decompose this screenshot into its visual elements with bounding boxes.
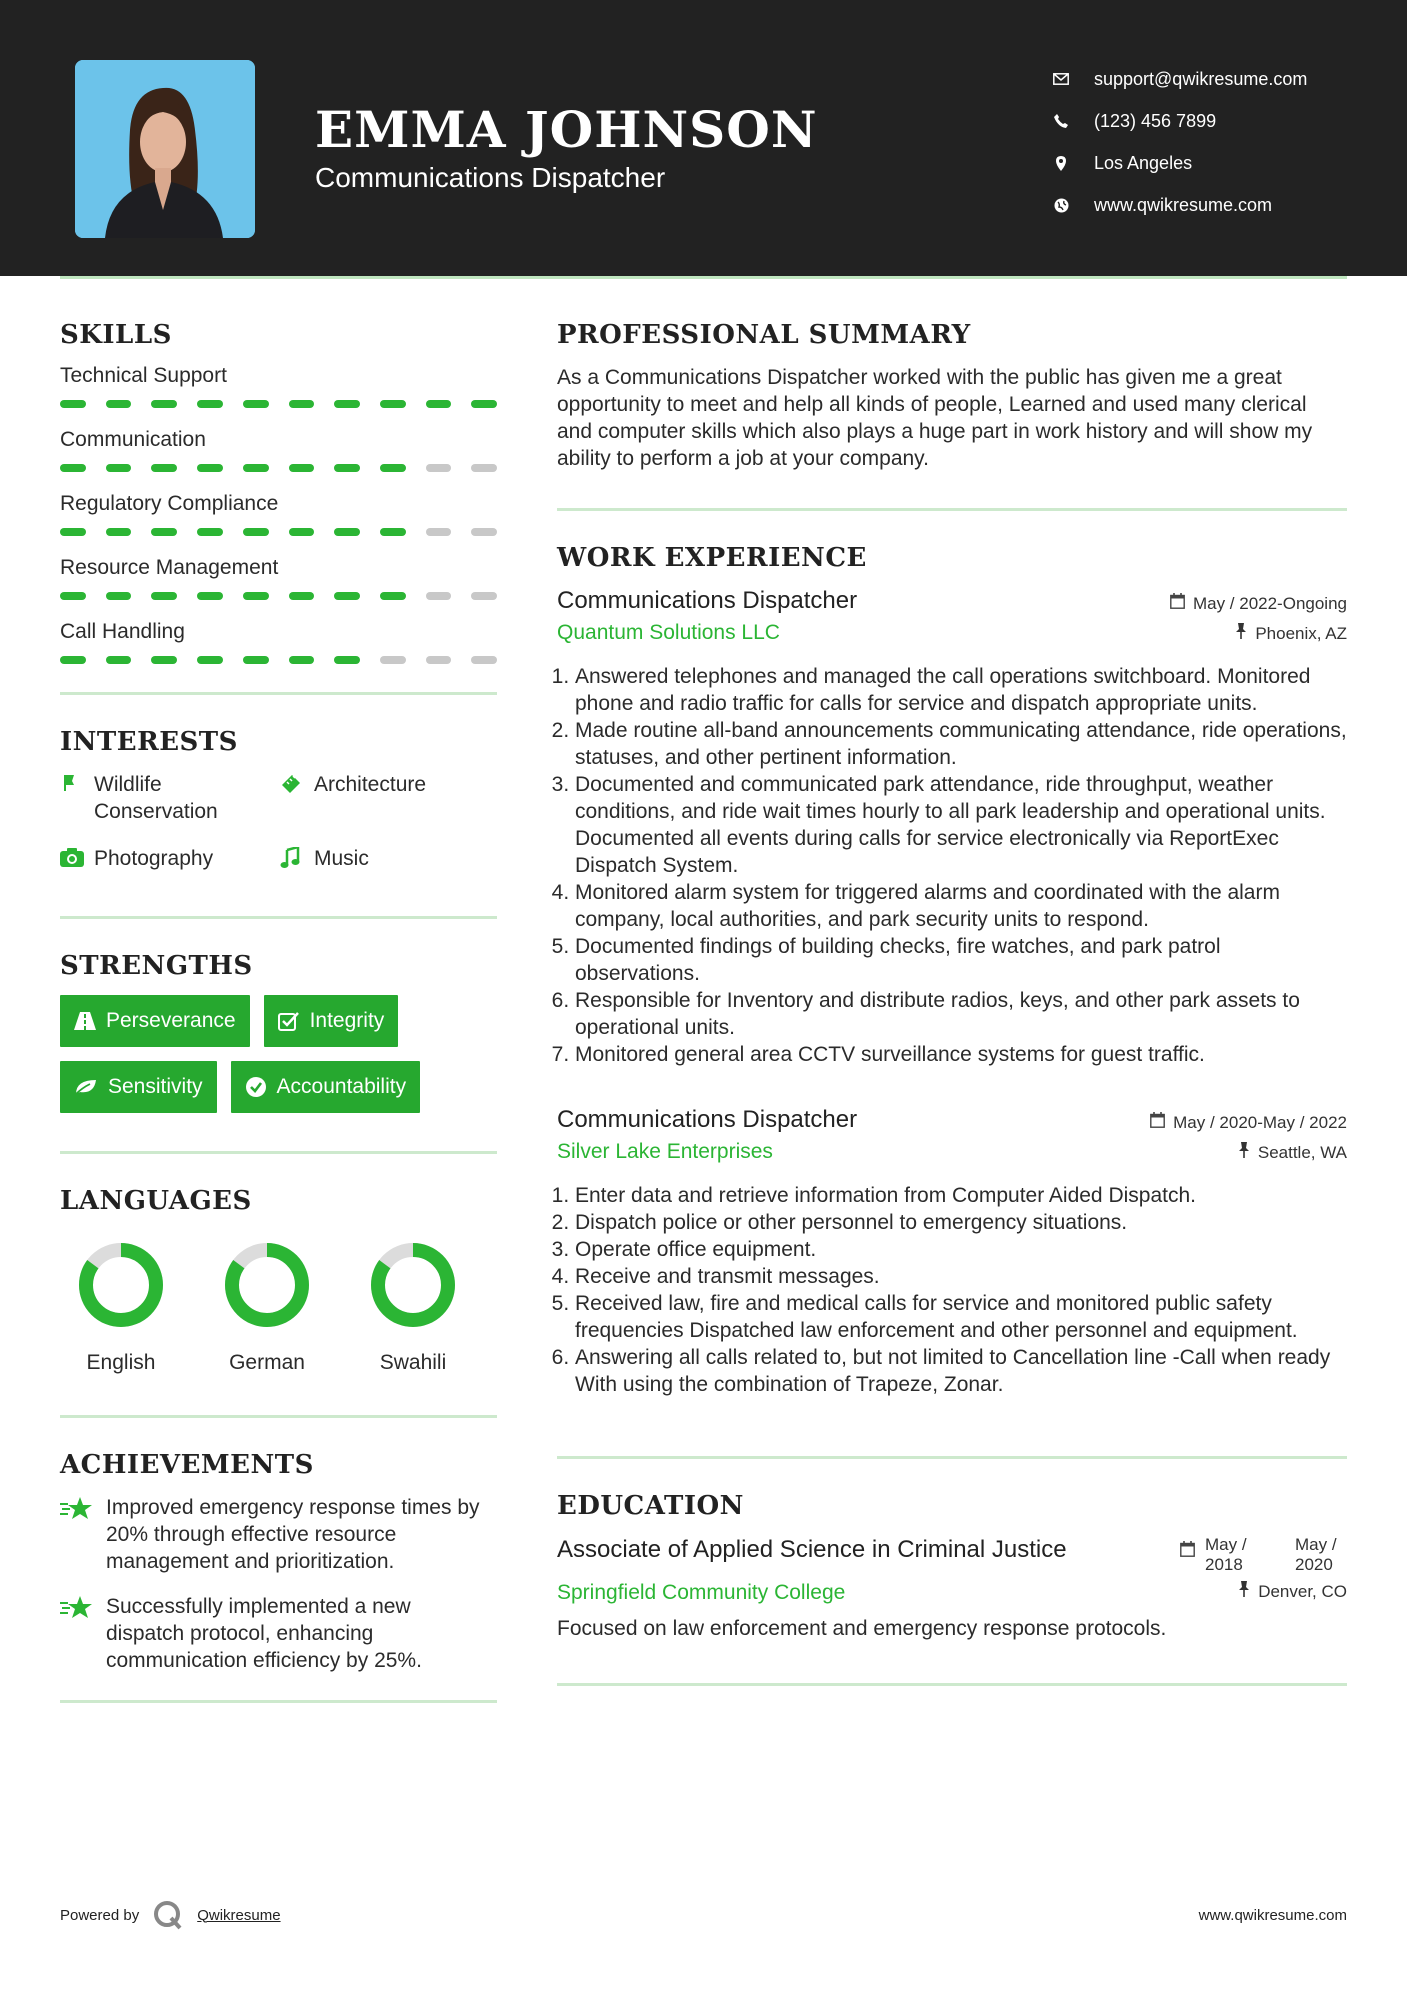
interest-item [60, 845, 280, 876]
skill-dot-filled [151, 400, 177, 408]
pushpin-icon [1235, 623, 1247, 644]
duties-list [557, 663, 1347, 1068]
contact-phone [1050, 100, 1307, 142]
skill-name: Call Handling [60, 620, 185, 643]
job-company-row [557, 1134, 1347, 1164]
right-column [557, 320, 1347, 1686]
achievement-item [60, 1494, 497, 1575]
interests-list [60, 771, 497, 876]
skill-dot-filled [289, 528, 315, 536]
envelope-icon [1050, 73, 1072, 85]
section-divider [60, 1415, 497, 1418]
website-text[interactable]: www.qwikresume.com [1094, 194, 1273, 215]
skill-dot-empty [471, 592, 497, 600]
interest-label: Music [314, 847, 369, 870]
star-trophy-icon [60, 1494, 94, 1527]
education-location [1238, 1581, 1347, 1602]
calendar-icon [1170, 593, 1185, 614]
skill-dot-filled [334, 592, 360, 600]
job-title: Communications Dispatcher [557, 1106, 858, 1133]
skill-dot-filled [197, 656, 223, 664]
phone-text: (123) 456 7899 [1094, 110, 1217, 131]
section-divider [557, 1683, 1347, 1686]
skill-dot-empty [471, 528, 497, 536]
skill-dot-filled [380, 400, 406, 408]
skill-dot-filled [426, 400, 452, 408]
language-name: Swahili [379, 1351, 447, 1374]
section-divider [60, 692, 497, 695]
job-entry [557, 1106, 1347, 1398]
achievement-item [60, 1593, 497, 1674]
strength-label: Perseverance [106, 1009, 236, 1032]
skill-dot-filled [60, 656, 86, 664]
job-head [557, 587, 1347, 615]
page-footer [60, 1900, 1347, 1930]
checkbox-icon [278, 1011, 300, 1031]
candidate-name: EMMA JOHNSON [315, 100, 818, 159]
skill-dot-filled [106, 400, 132, 408]
job-location [1235, 615, 1347, 644]
section-divider [557, 1456, 1347, 1459]
duty-item: 3. Documented and communicated park attendance, ride throughput, weather conditions, and ride wait times hourly to all park leadership and operational units. Documented all events during calls for service electronically via ReportExec Dispatch System. [575, 771, 1347, 879]
education-entry [557, 1535, 1347, 1641]
job-title: Communications Dispatcher [557, 587, 858, 614]
language-item [72, 1240, 170, 1375]
skill-dot-filled [151, 592, 177, 600]
language-name: English [86, 1351, 156, 1374]
left-column [60, 320, 497, 1703]
duty-item: 3. Operate office equipment. [575, 1236, 1347, 1263]
skill-dot-filled [60, 400, 86, 408]
education-heading: EDUCATION [557, 1491, 744, 1521]
person-portrait-icon [75, 60, 255, 238]
skill-dot-filled [60, 464, 86, 472]
experience-heading: WORK EXPERIENCE [557, 543, 867, 573]
skill-name: Regulatory Compliance [60, 492, 279, 515]
achievements-list [60, 1494, 497, 1674]
interest-item [280, 845, 497, 876]
language-item [364, 1240, 462, 1375]
job-dates-text: May / 2020-May / 2022 [1173, 1112, 1347, 1132]
achievement-text: Improved emergency response times by 20% through effective resource management and prioritization. [106, 1496, 480, 1573]
skill-name: Resource Management [60, 556, 279, 579]
strength-label: Accountability [276, 1075, 407, 1098]
duty-item: 4. Receive and transmit messages. [575, 1263, 1347, 1290]
leaf-icon [74, 1078, 98, 1096]
skill-dot-filled [243, 592, 269, 600]
contact-email [1050, 58, 1307, 100]
email-text[interactable]: support@qwikresume.com [1094, 68, 1308, 89]
skill-dot-empty [426, 592, 452, 600]
pushpin-icon [1238, 1581, 1250, 1602]
strength-badge [231, 1061, 421, 1113]
skill-level-meter [60, 592, 497, 600]
contact-location [1050, 142, 1307, 184]
calendar-icon [1150, 1112, 1165, 1133]
skill-dot-empty [426, 528, 452, 536]
duty-item: 5. Documented findings of building checks, fire watches, and park patrol observations. [575, 933, 1347, 987]
tree-icon [60, 771, 84, 800]
jobs-list [557, 587, 1347, 1398]
job-location [1238, 1134, 1347, 1163]
skill-dot-filled [334, 656, 360, 664]
strength-badge [264, 995, 399, 1047]
strength-label: Sensitivity [108, 1075, 203, 1098]
check-circle-icon [245, 1076, 267, 1098]
skill-dot-filled [334, 400, 360, 408]
powered-by-label: Powered by [60, 1906, 140, 1924]
section-divider [60, 1151, 497, 1154]
skill-dot-filled [151, 656, 177, 664]
language-name: German [229, 1351, 305, 1374]
skill-dot-filled [243, 656, 269, 664]
skill-dot-filled [151, 528, 177, 536]
skill-dot-filled [60, 528, 86, 536]
skill-dot-filled [289, 464, 315, 472]
camera-icon [60, 845, 84, 874]
languages-list [72, 1240, 497, 1375]
duty-item: 2. Dispatch police or other personnel to emergency situations. [575, 1209, 1347, 1236]
skill-name: Communication [60, 428, 206, 451]
map-pin-icon [1050, 156, 1072, 171]
job-dates [1150, 1106, 1347, 1133]
resume-header [0, 0, 1407, 276]
skill-dot-empty [471, 464, 497, 472]
skill-dot-filled [380, 592, 406, 600]
skill-dot-empty [380, 656, 406, 664]
strengths-list [60, 995, 497, 1113]
skill-dot-filled [151, 464, 177, 472]
education-description: Focused on law enforcement and emergency response protocols. [557, 1617, 1167, 1640]
skill-dot-empty [471, 656, 497, 664]
skills-list [60, 364, 497, 664]
skill-dot-filled [289, 592, 315, 600]
powered-by [60, 1900, 281, 1930]
job-dates [1170, 587, 1347, 614]
duties-list [557, 1182, 1347, 1398]
skill-level-meter [60, 528, 497, 536]
achievement-text: Successfully implemented a new dispatch protocol, enhancing communication efficiency by 25%. [106, 1595, 422, 1672]
skill-dot-filled [106, 528, 132, 536]
music-note-icon [280, 845, 304, 876]
interest-label: Photography [94, 847, 214, 870]
qwikresume-logo-icon [153, 1900, 183, 1930]
job-head [557, 1106, 1347, 1134]
duty-item: 5. Received law, fire and medical calls for service and monitored public safety frequencies Dispatched law enforcement and other personnel and equipment. [575, 1290, 1347, 1344]
summary-text: As a Communications Dispatcher worked with the public has given me a great opportunity to meet and help all kinds of people, Learned and used many clerical and computer skills which also plays a huge part in work history and will show my ability to perform a job at your company. [557, 366, 1313, 470]
qwikresume-link[interactable]: Qwikresume [197, 1906, 281, 1924]
degree-title: Associate of Applied Science in Criminal Justice [557, 1536, 1067, 1563]
duty-item: 1. Answered telephones and managed the call operations switchboard. Monitored phone and radio traffic for calls for service and dispatch appropriate units. [575, 663, 1347, 717]
duty-item: 4. Monitored alarm system for triggered alarms and coordinated with the alarm company, local authorities, and park security units to respond. [575, 879, 1347, 933]
skill-dot-filled [106, 464, 132, 472]
skill-name: Technical Support [60, 364, 227, 387]
calendar-icon [1180, 1535, 1195, 1562]
interest-label: Wildlife Conservation [94, 773, 218, 823]
achievements-heading: ACHIEVEMENTS [60, 1450, 314, 1480]
interest-label: Architecture [314, 773, 427, 796]
education-start: May / 2018 [1205, 1535, 1247, 1574]
section-divider [60, 1700, 497, 1703]
phone-icon [1050, 114, 1072, 128]
contact-list [1050, 58, 1307, 226]
skill-level-meter [60, 464, 497, 472]
ruler-icon [280, 771, 304, 800]
job-location-text: Seattle, WA [1257, 1142, 1347, 1162]
strength-label: Integrity [309, 1009, 385, 1032]
skill-dot-filled [106, 592, 132, 600]
road-icon [74, 1012, 96, 1030]
duty-item: 2. Made routine all-band announcements communicating attendance, ride operations, statuses, and other pertinent information. [575, 717, 1347, 771]
skill-dot-filled [243, 528, 269, 536]
job-company-row [557, 615, 1347, 645]
language-item [218, 1240, 316, 1375]
skill-level-meter [60, 656, 497, 664]
star-trophy-icon [60, 1593, 94, 1626]
globe-icon [1050, 198, 1072, 213]
footer-url[interactable]: www.qwikresume.com [1198, 1906, 1347, 1924]
duty-item: 6. Answering all calls related to, but not limited to Cancellation line -Call when ready With using the combination of Trapeze, Zonar. [575, 1344, 1347, 1398]
location-text: Los Angeles [1094, 152, 1193, 173]
pushpin-icon [1238, 1142, 1250, 1163]
strengths-heading: STRENGTHS [60, 951, 253, 981]
skill-dot-filled [243, 464, 269, 472]
duty-item: 6. Responsible for Inventory and distribute radios, keys, and other park assets to operational units. [575, 987, 1347, 1041]
skill-dot-filled [197, 464, 223, 472]
skill-dot-filled [334, 528, 360, 536]
skill-dot-filled [289, 400, 315, 408]
profile-photo [75, 60, 255, 238]
job-entry [557, 587, 1347, 1068]
strength-badge [60, 1061, 217, 1113]
skill-dot-empty [426, 656, 452, 664]
skill-dot-filled [471, 400, 497, 408]
duty-item: 7. Monitored general area CCTV surveillance systems for guest traffic. [575, 1041, 1347, 1068]
skill-dot-filled [197, 528, 223, 536]
skills-heading: SKILLS [60, 320, 172, 350]
strength-badge [60, 995, 250, 1047]
duty-item: 1. Enter data and retrieve information from Computer Aided Dispatch. [575, 1182, 1347, 1209]
language-donut [368, 1240, 458, 1330]
company-name: Quantum Solutions LLC [557, 621, 780, 644]
education-location-text: Denver, CO [1258, 1581, 1347, 1601]
education-end: May / 2020 [1295, 1535, 1337, 1574]
job-location-text: Phoenix, AZ [1255, 623, 1347, 643]
interest-item [60, 771, 280, 825]
interests-heading: INTERESTS [60, 727, 238, 757]
languages-heading: LANGUAGES [60, 1186, 252, 1216]
interest-item [280, 771, 497, 825]
contact-website [1050, 184, 1307, 226]
school-name: Springfield Community College [557, 1581, 846, 1604]
skill-dot-filled [243, 400, 269, 408]
skill-level-meter [60, 400, 497, 408]
skill-dot-filled [60, 592, 86, 600]
summary-heading: PROFESSIONAL SUMMARY [557, 320, 971, 350]
skill-dot-empty [426, 464, 452, 472]
skill-dot-filled [197, 592, 223, 600]
skill-dot-filled [380, 528, 406, 536]
section-divider [60, 916, 497, 919]
language-donut [222, 1240, 312, 1330]
language-donut [76, 1240, 166, 1330]
candidate-title: Communications Dispatcher [315, 162, 666, 193]
skill-dot-filled [197, 400, 223, 408]
education-school-row [557, 1581, 1347, 1605]
education-dates [1180, 1535, 1347, 1575]
skill-dot-filled [289, 656, 315, 664]
skill-dot-filled [334, 464, 360, 472]
skill-dot-filled [106, 656, 132, 664]
section-divider [557, 508, 1347, 511]
header-divider [60, 276, 1347, 279]
job-dates-text: May / 2022-Ongoing [1192, 593, 1347, 613]
company-name: Silver Lake Enterprises [557, 1140, 773, 1163]
skill-dot-filled [380, 464, 406, 472]
education-head [557, 1535, 1347, 1575]
